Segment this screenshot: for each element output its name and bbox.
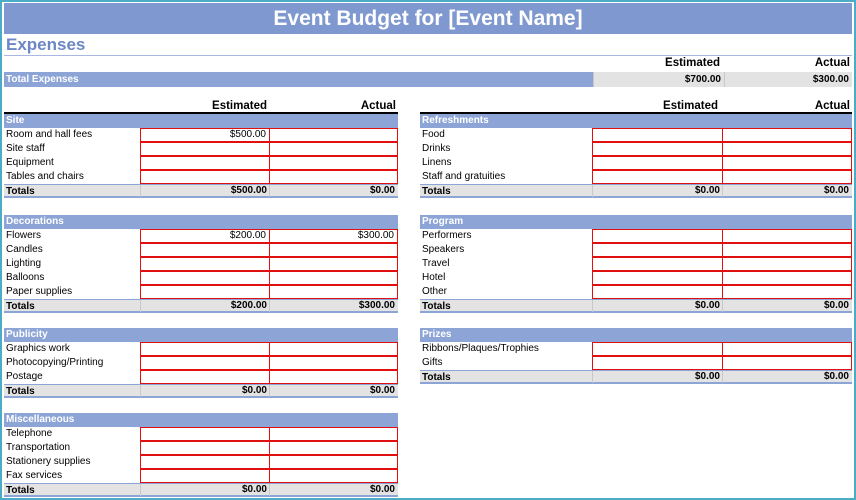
section-refreshments-rows [420, 128, 852, 184]
expenses-subtitle: Expenses [6, 35, 86, 54]
total-expenses-row [4, 72, 852, 87]
budget-row [4, 229, 398, 243]
budget-item-label: Drinks [422, 143, 451, 154]
total-expenses-actual[interactable]: $300.00 [724, 72, 852, 87]
budget-row [4, 342, 398, 356]
actual-cell[interactable] [722, 342, 852, 356]
section-prizes-rows [420, 342, 852, 370]
budget-item-label: Speakers [422, 244, 465, 255]
budget-item-label: Travel [422, 258, 450, 269]
actual-cell[interactable] [269, 142, 398, 156]
estimated-cell[interactable] [592, 243, 723, 257]
totals-label: Totals [6, 186, 35, 197]
section-program-totals [420, 299, 852, 313]
budget-item-label: Equipment [6, 157, 54, 168]
estimated-cell[interactable] [592, 156, 723, 170]
decorations-total-actual: $300.00 [269, 300, 398, 312]
section-program [420, 215, 852, 313]
budget-item-label: Photocopying/Printing [6, 357, 104, 368]
actual-cell[interactable] [722, 271, 852, 285]
actual-cell[interactable] [269, 370, 398, 384]
budget-row [4, 243, 398, 257]
section-publicity-title: Publicity [4, 328, 398, 342]
program-total-estimated: $0.00 [592, 300, 723, 312]
actual-cell[interactable] [722, 243, 852, 257]
budget-item-label: Hotel [422, 272, 446, 283]
budget-row [4, 427, 398, 441]
budget-row [4, 441, 398, 455]
estimated-cell[interactable] [140, 271, 270, 285]
budget-item-label: Balloons [6, 272, 45, 283]
actual-cell[interactable] [722, 170, 852, 184]
estimated-cell[interactable] [140, 356, 270, 370]
actual-cell[interactable] [269, 170, 398, 184]
totals-label: Totals [6, 386, 35, 397]
summary-estimated-header: Estimated [665, 57, 720, 69]
budget-row [420, 271, 852, 285]
budget-item-label: Flowers [6, 230, 42, 241]
budget-item-label: Staff and gratuities [422, 171, 506, 182]
estimated-cell[interactable] [140, 170, 270, 184]
section-decorations-totals [4, 299, 398, 313]
estimated-cell[interactable] [592, 142, 723, 156]
actual-cell[interactable] [722, 229, 852, 243]
estimated-cell[interactable] [592, 271, 723, 285]
actual-cell[interactable] [269, 469, 398, 483]
budget-row [420, 170, 852, 184]
section-publicity-rows [4, 342, 398, 384]
left-actual-header: Actual [360, 100, 396, 112]
budget-row [420, 257, 852, 271]
estimated-cell[interactable] [140, 370, 270, 384]
publicity-total-estimated: $0.00 [140, 385, 270, 397]
actual-cell[interactable] [722, 285, 852, 299]
budget-item-label: Ribbons/Plaques/Trophies [422, 343, 539, 354]
estimated-cell[interactable] [140, 427, 270, 441]
actual-cell[interactable] [722, 142, 852, 156]
actual-cell[interactable] [722, 128, 852, 142]
totals-label: Totals [422, 186, 451, 197]
budget-row [4, 257, 398, 271]
site-total-actual: $0.00 [269, 185, 398, 197]
section-refreshments [420, 100, 852, 198]
actual-cell[interactable] [722, 156, 852, 170]
section-prizes [420, 328, 852, 384]
budget-item-label: Food [422, 129, 445, 140]
budget-item-label: Performers [422, 230, 472, 241]
estimated-cell[interactable] [592, 285, 723, 299]
section-site [4, 100, 398, 198]
estimated-cell[interactable] [140, 441, 270, 455]
miscellaneous-total-actual: $0.00 [269, 484, 398, 496]
section-decorations [4, 215, 398, 313]
section-prizes-totals [420, 370, 852, 384]
page-title: Event Budget for [Event Name] [4, 3, 852, 34]
budget-row [4, 128, 398, 142]
budget-item-label: Graphics work [6, 343, 70, 354]
budget-row [4, 356, 398, 370]
estimated-cell[interactable] [140, 342, 270, 356]
section-program-title: Program [420, 215, 852, 229]
miscellaneous-total-estimated: $0.00 [140, 484, 270, 496]
budget-item-label: Postage [6, 371, 43, 382]
budget-row [420, 128, 852, 142]
budget-row [420, 142, 852, 156]
actual-cell[interactable] [269, 257, 398, 271]
estimated-cell[interactable] [592, 229, 723, 243]
estimated-cell[interactable] [140, 156, 270, 170]
section-miscellaneous [4, 413, 398, 497]
actual-cell[interactable] [269, 128, 398, 142]
budget-item-label: Linens [422, 157, 452, 168]
budget-item-label: Other [422, 286, 448, 297]
estimated-cell[interactable] [592, 356, 723, 370]
section-site-title: Site [4, 114, 398, 128]
left-estimated-header: Estimated [212, 100, 267, 112]
budget-row [4, 142, 398, 156]
actual-cell[interactable] [269, 455, 398, 469]
estimated-cell[interactable] [140, 469, 270, 483]
total-expenses-estimated[interactable]: $700.00 [593, 72, 724, 87]
section-site-totals [4, 184, 398, 198]
budget-row [4, 370, 398, 384]
actual-cell[interactable] [269, 156, 398, 170]
section-miscellaneous-title: Miscellaneous [4, 413, 398, 427]
budget-row [4, 156, 398, 170]
budget-row [420, 356, 852, 370]
actual-cell[interactable] [269, 441, 398, 455]
actual-cell[interactable] [269, 271, 398, 285]
section-decorations-rows [4, 229, 398, 299]
totals-label: Totals [422, 372, 451, 383]
subtitle-rule [4, 55, 852, 56]
budget-item-label: Fax services [6, 470, 63, 481]
budget-row [420, 243, 852, 257]
site-total-estimated: $500.00 [140, 185, 270, 197]
actual-cell[interactable]: $300.00 [269, 229, 398, 243]
budget-row [4, 455, 398, 469]
publicity-total-actual: $0.00 [269, 385, 398, 397]
estimated-cell[interactable] [140, 142, 270, 156]
actual-cell[interactable] [269, 356, 398, 370]
estimated-cell[interactable] [140, 455, 270, 469]
right-estimated-header: Estimated [663, 100, 718, 112]
budget-item-label: Tables and chairs [6, 171, 84, 182]
program-total-actual: $0.00 [722, 300, 852, 312]
budget-row [420, 229, 852, 243]
budget-row [4, 170, 398, 184]
budget-item-label: Gifts [422, 357, 443, 368]
refreshments-total-estimated: $0.00 [592, 185, 723, 197]
section-publicity [4, 328, 398, 398]
actual-cell[interactable] [722, 257, 852, 271]
summary-actual-header: Actual [814, 57, 850, 69]
budget-item-label: Site staff [6, 143, 45, 154]
left-column-header [4, 100, 398, 114]
section-decorations-title: Decorations [4, 215, 398, 229]
budget-item-label: Transportation [6, 442, 71, 453]
actual-cell[interactable] [269, 243, 398, 257]
estimated-cell[interactable] [592, 257, 723, 271]
estimated-cell[interactable] [140, 243, 270, 257]
budget-item-label: Paper supplies [6, 286, 73, 297]
estimated-cell[interactable] [592, 342, 723, 356]
prizes-total-actual: $0.00 [722, 371, 852, 383]
totals-label: Totals [6, 301, 35, 312]
budget-item-label: Candles [6, 244, 43, 255]
prizes-total-estimated: $0.00 [592, 371, 723, 383]
section-miscellaneous-rows [4, 427, 398, 483]
totals-label: Totals [6, 485, 35, 496]
budget-item-label: Lighting [6, 258, 42, 269]
estimated-cell[interactable] [592, 128, 723, 142]
actual-cell[interactable] [269, 342, 398, 356]
estimated-cell[interactable] [140, 285, 270, 299]
budget-row [4, 285, 398, 299]
estimated-cell[interactable] [592, 170, 723, 184]
section-miscellaneous-totals [4, 483, 398, 497]
totals-label: Totals [422, 301, 451, 312]
actual-cell[interactable] [722, 356, 852, 370]
actual-cell[interactable] [269, 427, 398, 441]
estimated-cell[interactable] [140, 257, 270, 271]
budget-item-label: Room and hall fees [6, 129, 93, 140]
budget-row [4, 271, 398, 285]
budget-row [4, 469, 398, 483]
right-column-header [420, 100, 852, 114]
section-program-rows [420, 229, 852, 299]
budget-row [420, 156, 852, 170]
section-refreshments-title: Refreshments [420, 114, 852, 128]
section-refreshments-totals [420, 184, 852, 198]
section-prizes-title: Prizes [420, 328, 852, 342]
decorations-total-estimated: $200.00 [140, 300, 270, 312]
right-actual-header: Actual [814, 100, 850, 112]
section-publicity-totals [4, 384, 398, 398]
budget-row [420, 342, 852, 356]
budget-item-label: Stationery supplies [6, 456, 91, 467]
total-expenses-label: Total Expenses [6, 74, 79, 85]
refreshments-total-actual: $0.00 [722, 185, 852, 197]
budget-item-label: Telephone [6, 428, 53, 439]
section-site-rows [4, 128, 398, 184]
budget-row [420, 285, 852, 299]
estimated-cell[interactable]: $200.00 [140, 229, 270, 243]
actual-cell[interactable] [269, 285, 398, 299]
estimated-cell[interactable]: $500.00 [140, 128, 270, 142]
